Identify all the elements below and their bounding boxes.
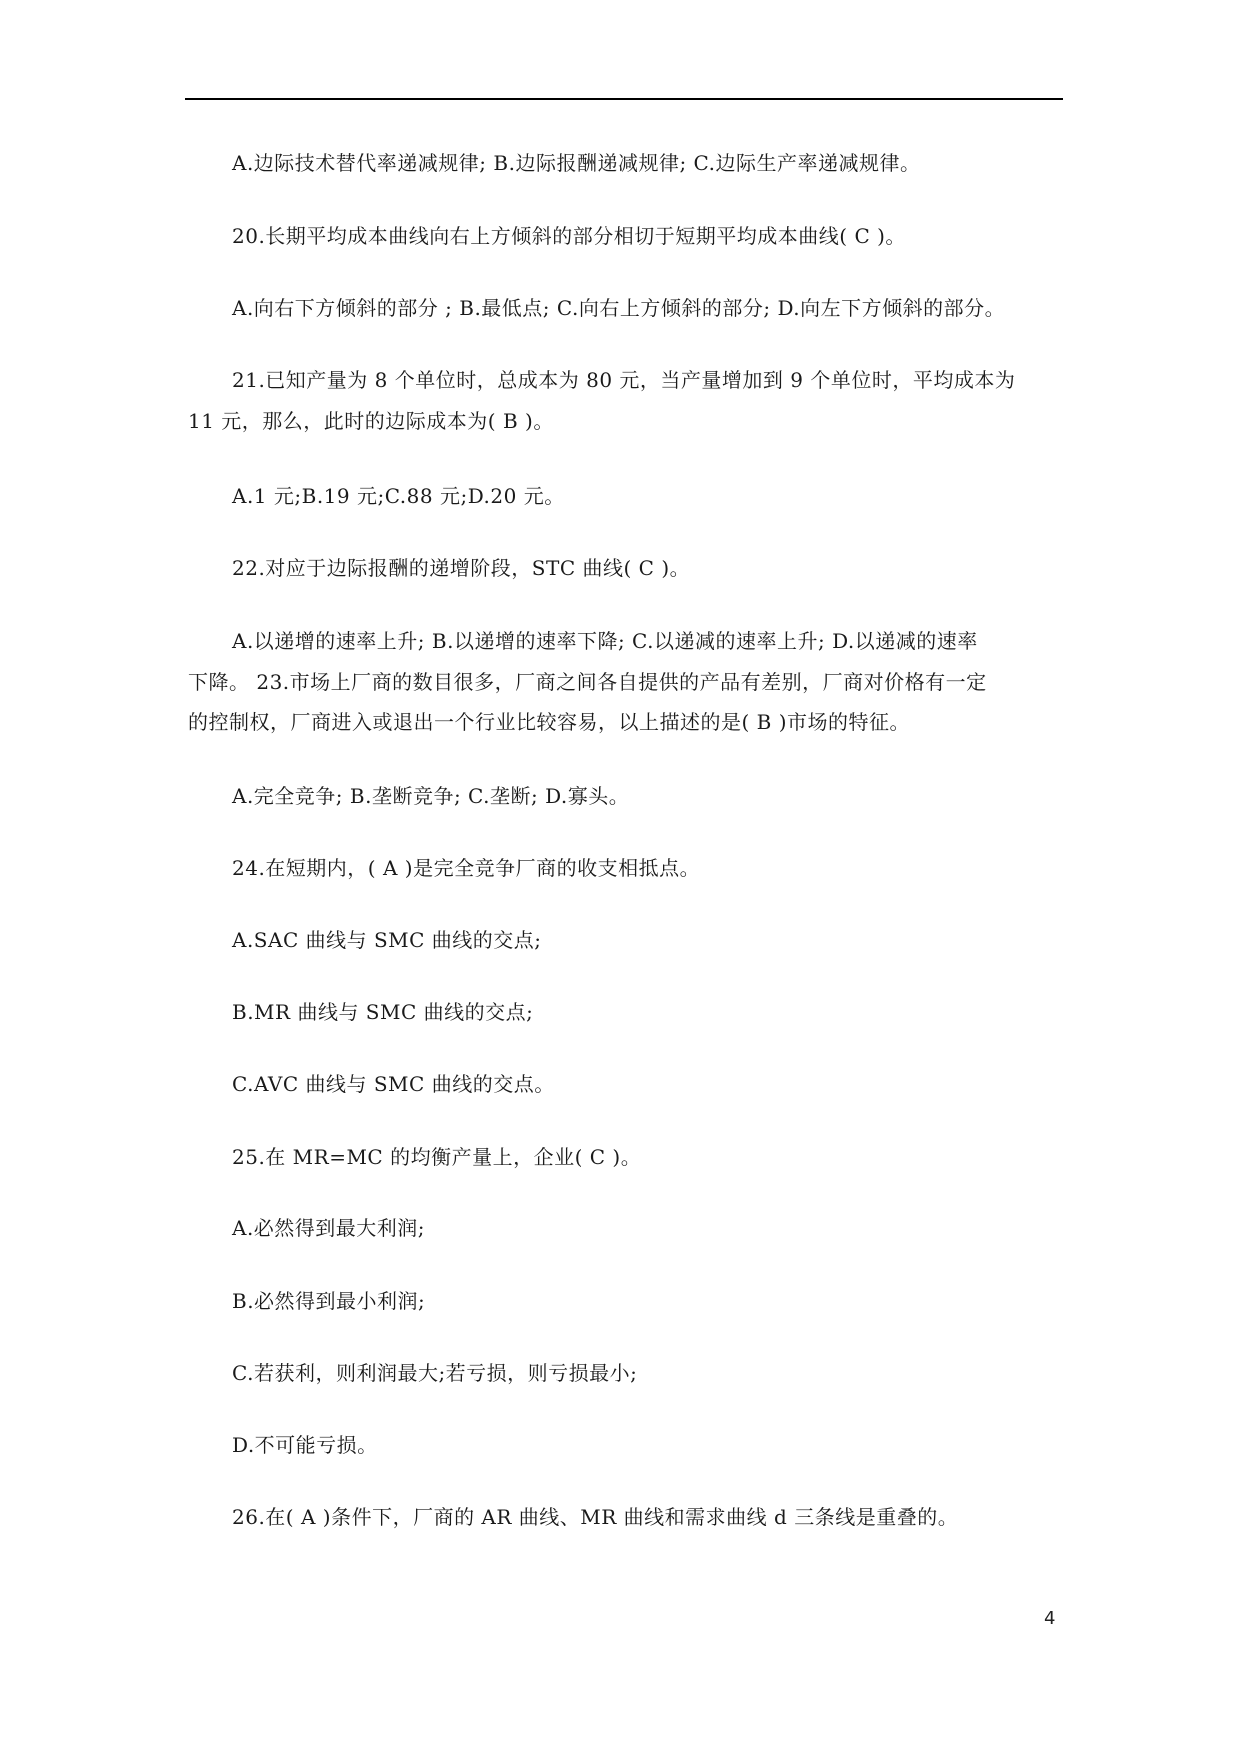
- text-line-q22-options-part1: A.以递增的速率上升; B.以递增的速率下降; C.以递减的速率上升; D.以递减的速率: [232, 629, 978, 653]
- page-number: 4: [1044, 1608, 1056, 1629]
- header-rule: [185, 98, 1063, 100]
- text-line-q25-option-d: D.不可能亏损。: [232, 1433, 378, 1457]
- text-line-q20: 20.长期平均成本曲线向右上方倾斜的部分相切于短期平均成本曲线( C )。: [232, 224, 906, 248]
- text-line-q22: 22.对应于边际报酬的递增阶段，STC 曲线( C )。: [232, 556, 691, 580]
- text-line-q21-part2: 11 元，那么，此时的边际成本为( B )。: [188, 409, 554, 433]
- text-line-q19-options: A.边际技术替代率递减规律; B.边际报酬递减规律; C.边际生产率递减规律。: [232, 151, 921, 175]
- text-line-q25-option-a: A.必然得到最大利润;: [232, 1216, 426, 1240]
- text-line-q24-option-c: C.AVC 曲线与 SMC 曲线的交点。: [232, 1072, 555, 1096]
- text-line-q21-options: A.1 元;B.19 元;C.88 元;D.20 元。: [232, 484, 565, 508]
- text-line-q23-part2: 的控制权，厂商进入或退出一个行业比较容易，以上描述的是( B )市场的特征。: [188, 710, 911, 734]
- text-line-q24: 24.在短期内，( A )是完全竞争厂商的收支相抵点。: [232, 856, 701, 880]
- text-line-q23-options: A.完全竞争; B.垄断竞争; C.垄断; D.寡头。: [232, 784, 630, 808]
- text-line-q25-option-c: C.若获利，则利润最大;若亏损，则亏损最小;: [232, 1361, 638, 1385]
- text-line-q24-option-a: A.SAC 曲线与 SMC 曲线的交点;: [232, 928, 542, 952]
- text-line-q26: 26.在( A )条件下，厂商的 AR 曲线、MR 曲线和需求曲线 d 三条线是重叠的。: [232, 1505, 959, 1529]
- text-line-q22-options-part2-q23: 下降。 23.市场上厂商的数目很多，厂商之间各自提供的产品有差别，厂商对价格有一定: [188, 670, 987, 694]
- text-line-q25: 25.在 MR=MC 的均衡产量上，企业( C )。: [232, 1145, 642, 1169]
- text-line-q25-option-b: B.必然得到最小利润;: [232, 1289, 426, 1313]
- text-line-q21-part1: 21.已知产量为 8 个单位时，总成本为 80 元，当产量增加到 9 个单位时，平均成本为: [232, 368, 1016, 392]
- text-line-q24-option-b: B.MR 曲线与 SMC 曲线的交点;: [232, 1000, 534, 1024]
- text-line-q20-options: A.向右下方倾斜的部分 ; B.最低点; C.向右上方倾斜的部分; D.向左下方倾斜的部分。: [232, 296, 1006, 320]
